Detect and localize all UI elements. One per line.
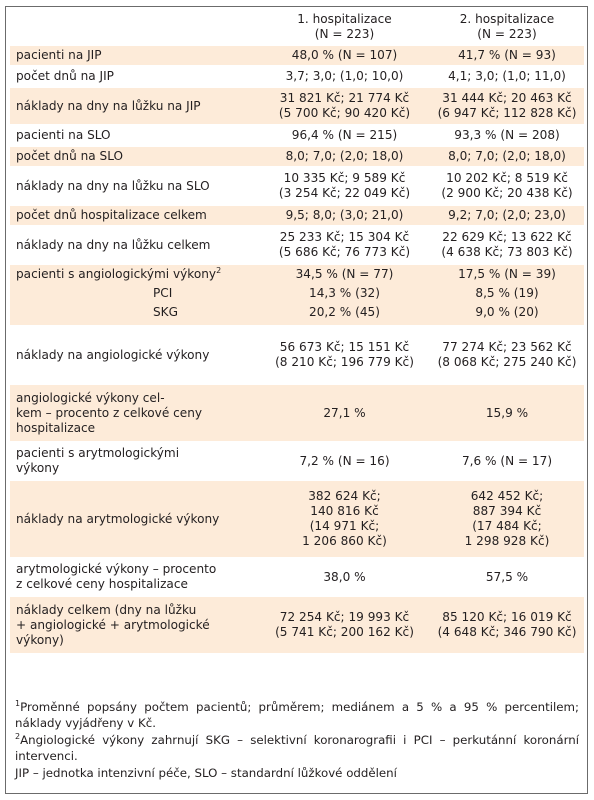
- row-label: [10, 559, 259, 595]
- footnote-text: Angiologické výkony zahrnují SKG – selektivní koronarografii i PCI – perkutánní koronární intervenci.: [15, 732, 579, 764]
- cell-line: 31 821 Kč; 21 774 Kč: [279, 91, 410, 105]
- cell-line: (4 638 Kč; 73 803 Kč): [441, 245, 573, 259]
- cell-line: 20,2 % (45): [309, 305, 380, 319]
- cell-line: 72 254 Kč; 19 993 Kč: [279, 610, 410, 624]
- table-row: [10, 88, 584, 124]
- cell-hosp1: 27,1 %: [259, 385, 430, 441]
- cell-line: 77 274 Kč; 23 562 Kč: [442, 340, 572, 354]
- cell-hosp2: 57,5 %: [485, 569, 529, 584]
- cell-line: 9,0 % (20): [475, 305, 539, 319]
- cell-hosp1: [259, 88, 430, 124]
- cost-table: [10, 10, 584, 655]
- label-line: arytmologické výkony – procento: [16, 562, 217, 576]
- cell-hosp1: [259, 481, 430, 557]
- cell-line: 34,5 % (N = 77): [295, 267, 394, 281]
- label-line: náklady celkem (dny na lůžku: [16, 602, 197, 617]
- cell-line: 642 452 Kč;: [470, 489, 544, 503]
- table-row: [10, 327, 584, 383]
- row-label: náklady na dny na lůžku na JIP: [10, 88, 259, 124]
- cell-hosp2: 93,3 % (N = 208): [454, 128, 560, 142]
- footnote-2: [15, 732, 579, 765]
- footnotes: [15, 699, 579, 781]
- cell-line: 14,3 % (32): [309, 286, 380, 300]
- cell-hosp2: 8,0; 7,0; (2,0; 18,0): [430, 147, 584, 166]
- footnote-mark: 1: [15, 699, 21, 709]
- cell-hosp1: [259, 265, 430, 325]
- row-label: počet dnů na JIP: [16, 69, 114, 83]
- footnote-mark: 2: [15, 731, 21, 741]
- header-col1-n: (N = 223): [314, 27, 375, 41]
- label-line: kem – procento z celkové ceny: [16, 405, 203, 420]
- header-col2: [430, 12, 584, 44]
- cell-hosp1: [259, 227, 430, 263]
- cell-hosp1: [259, 327, 430, 383]
- table-row: [10, 443, 584, 479]
- header-empty: [10, 12, 259, 44]
- cell-line: 1 206 860 Kč): [302, 534, 387, 548]
- cell-line: 8,5 % (19): [475, 286, 539, 300]
- cell-line: (6 947 Kč; 112 828 Kč): [437, 106, 577, 120]
- cell-line: 25 233 Kč; 15 304 Kč: [279, 230, 410, 244]
- row-label: počet dnů hospitalizace celkem: [10, 206, 259, 225]
- label-line: + angiologické + arytmologické: [16, 617, 210, 632]
- row-label: [10, 597, 259, 653]
- cell-hosp2: 7,6 % (N = 17): [461, 453, 553, 468]
- row-label: náklady na dny na lůžku celkem: [16, 237, 211, 252]
- row-label: náklady na dny na lůžku na SLO: [16, 178, 210, 193]
- table-row: [10, 265, 584, 325]
- cell-line: (5 686 Kč; 76 773 Kč): [278, 245, 411, 259]
- cell-line: 1 298 928 Kč): [464, 534, 550, 548]
- label-line: z celkové ceny hospitalizace: [16, 577, 188, 591]
- cell-hosp1: 48,0 % (N = 107): [259, 46, 430, 65]
- cell-line: (5 700 Kč; 90 420 Kč): [278, 106, 411, 120]
- cell-line: 10 335 Kč; 9 589 Kč: [283, 171, 406, 185]
- cell-hosp1: [259, 168, 430, 204]
- row-label: pacienti na SLO: [16, 128, 111, 142]
- cell-hosp2: [430, 265, 584, 325]
- cell-hosp2: [430, 481, 584, 557]
- cell-line: (2 900 Kč; 20 438 Kč): [441, 186, 573, 200]
- row-label: [10, 443, 259, 479]
- table-row: [10, 206, 584, 225]
- cell-hosp1: 96,4 % (N = 215): [291, 128, 398, 142]
- cell-line: (8 210 Kč; 196 779 Kč): [275, 355, 414, 369]
- cell-hosp2: [430, 168, 584, 204]
- cell-line: (5 741 Kč; 200 162 Kč): [275, 625, 414, 639]
- table-row: [10, 67, 584, 86]
- row-label-text: pacienti s angiologickými výkony: [16, 267, 217, 281]
- cell-hosp1: 8,0; 7,0; (2,0; 18,0): [259, 147, 430, 166]
- label-line: výkony: [16, 461, 60, 475]
- cell-hosp2: 41,7 % (N = 93): [430, 46, 584, 65]
- cell-line: 887 394 Kč: [472, 504, 542, 518]
- label-line: výkony): [16, 632, 64, 647]
- table-frame: [5, 6, 588, 794]
- row-label: náklady na angiologické výkony: [16, 347, 210, 362]
- table-row: [10, 559, 584, 595]
- cell-hosp2: [430, 597, 584, 653]
- cell-hosp2: [430, 227, 584, 263]
- header-col1: [259, 12, 430, 44]
- footnote-mark: 2: [216, 265, 222, 275]
- cell-line: (3 254 Kč; 22 049 Kč): [278, 186, 411, 200]
- cell-hosp2: [430, 327, 584, 383]
- cell-hosp1: 7,2 % (N = 16): [299, 453, 390, 468]
- cell-hosp2: 9,2; 7,0; (2,0; 23,0): [430, 206, 584, 225]
- cell-line: (8 068 Kč; 275 240 Kč): [437, 355, 577, 369]
- cell-hosp2: 15,9 %: [430, 385, 584, 441]
- cell-hosp1: 3,7; 3,0; (1,0; 10,0): [285, 69, 404, 83]
- label-line: hospitalizace: [16, 420, 96, 435]
- cell-line: 17,5 % (N = 39): [458, 267, 556, 281]
- cell-line: (17 484 Kč;: [472, 519, 542, 533]
- footnote-1: [15, 699, 579, 732]
- abbreviations: JIP – jednotka intenzivní péče, SLO – standardní lůžkové oddělení: [15, 765, 397, 780]
- sub-label-skg: SKG: [153, 305, 178, 319]
- label-line: angiologické výkony cel-: [16, 390, 165, 405]
- cell-line: 85 120 Kč; 16 019 Kč: [442, 610, 572, 624]
- cell-hosp1: 38,0 %: [323, 569, 366, 584]
- table-row: [10, 126, 584, 145]
- header-col2-title: 2. hospitalizace: [459, 12, 555, 26]
- row-label: počet dnů na SLO: [10, 147, 259, 166]
- cell-hosp1: 9,5; 8,0; (3,0; 21,0): [259, 206, 430, 225]
- row-label: pacienti na JIP: [10, 46, 259, 65]
- cell-line: 10 202 Kč; 8 519 Kč: [446, 171, 568, 185]
- cell-hosp2: 4,1; 3,0; (1,0; 11,0): [448, 69, 566, 83]
- table-row: [10, 46, 584, 65]
- row-label: [10, 385, 259, 441]
- table-row: [10, 168, 584, 204]
- cell-line: 22 629 Kč; 13 622 Kč: [442, 230, 572, 244]
- header-col2-n: (N = 223): [477, 27, 537, 41]
- table-row: [10, 147, 584, 166]
- table-row: [10, 227, 584, 263]
- cell-line: 382 624 Kč;: [308, 489, 381, 503]
- cell-line: 140 816 Kč: [310, 504, 379, 518]
- table-row: [10, 481, 584, 557]
- table-row: [10, 385, 584, 441]
- cell-line: 31 444 Kč; 20 463 Kč: [442, 91, 572, 105]
- table-row: [10, 597, 584, 653]
- cell-hosp2: [430, 88, 584, 124]
- cell-hosp1: [259, 597, 430, 653]
- cell-line: (4 648 Kč; 346 790 Kč): [437, 625, 577, 639]
- row-label: náklady na arytmologické výkony: [10, 481, 259, 557]
- sub-label-pci: PCI: [153, 286, 173, 300]
- cell-line: (14 971 Kč;: [309, 519, 380, 533]
- cell-line: 56 673 Kč; 15 151 Kč: [279, 340, 410, 354]
- label-line: pacienti s arytmologickými: [16, 446, 180, 460]
- header-col1-title: 1. hospitalizace: [297, 12, 392, 26]
- row-label: [10, 265, 259, 325]
- footnote-text: Proměnné popsány počtem pacientů; průměrem; mediánem a 5 % a 95 % percentilem; náklady vyjádřeny v Kč.: [15, 700, 579, 731]
- header-row: [10, 12, 584, 44]
